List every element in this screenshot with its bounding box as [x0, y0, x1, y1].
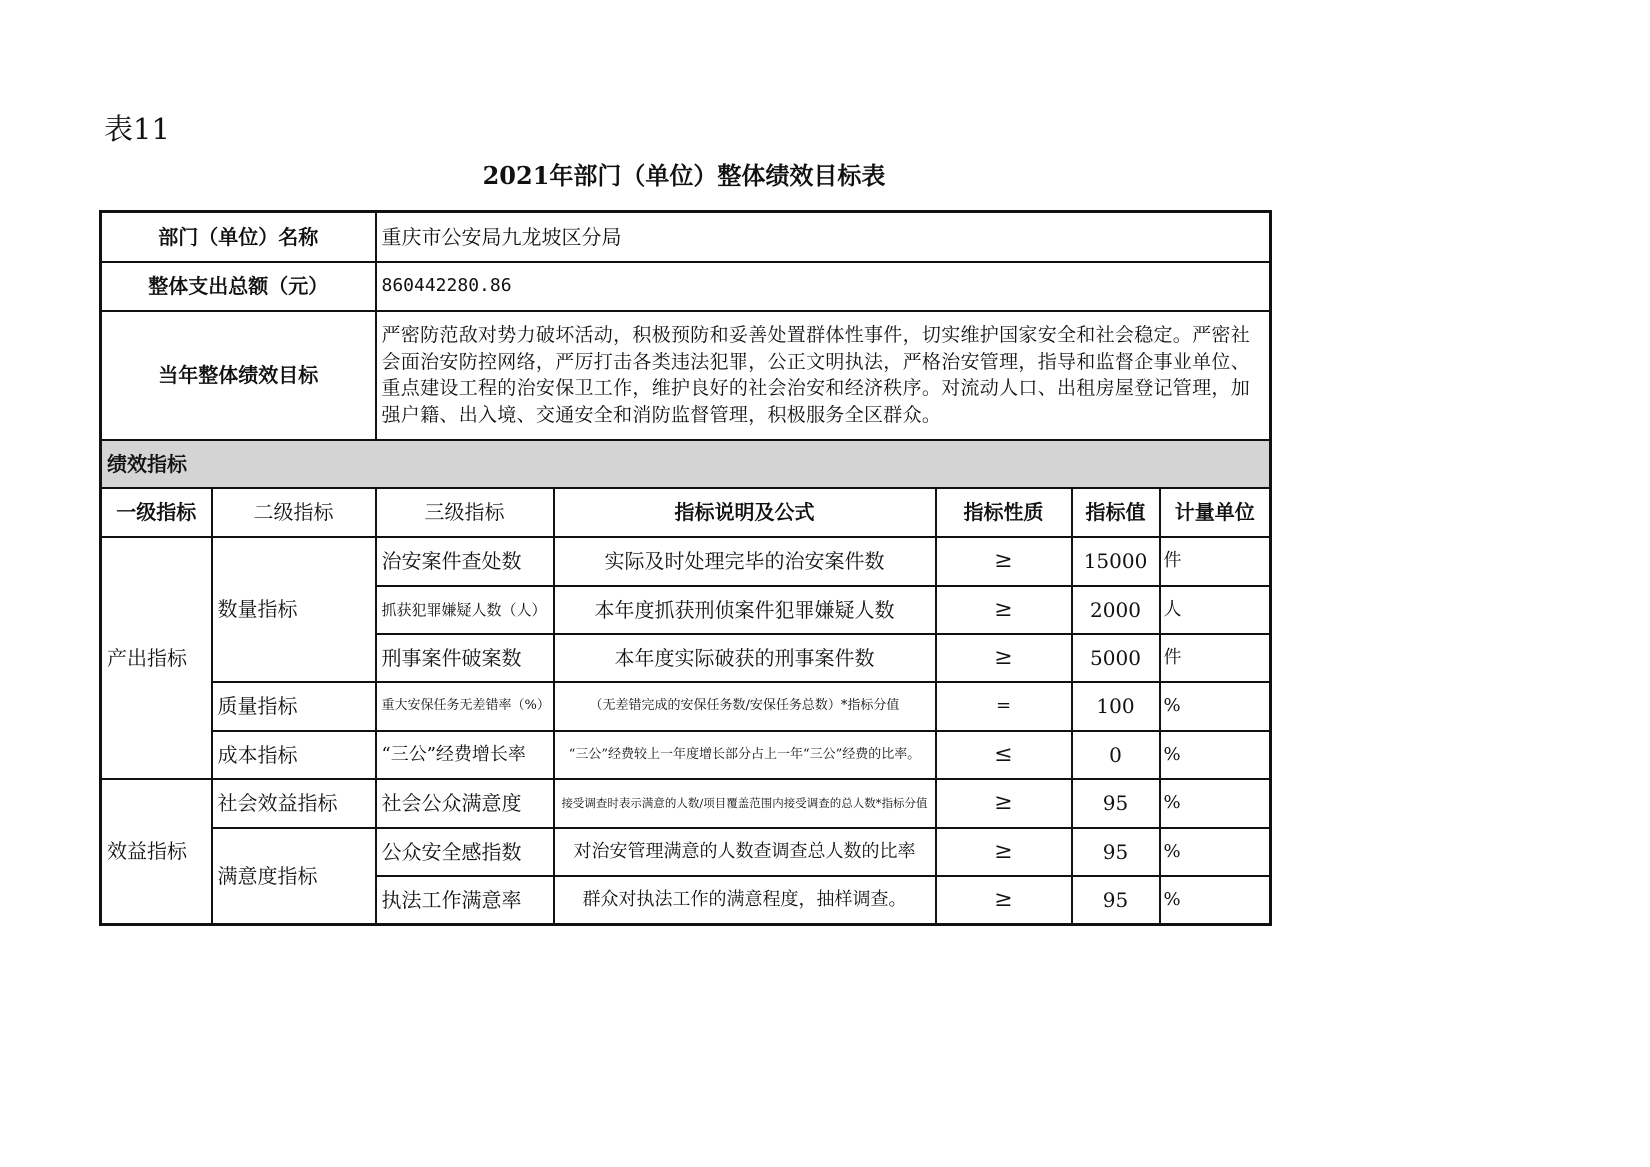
dept-name-value: 重庆市公安局九龙坡区分局 — [376, 212, 1271, 262]
indicator-value: 95 — [1072, 828, 1160, 876]
total-expense-label: 整体支出总额（元） — [101, 262, 376, 311]
indicator-value: 15000 — [1072, 537, 1160, 586]
indicator-description: 接受调查时表示满意的人数/项目覆盖范围内接受调查的总人数*指标分值 — [554, 779, 936, 828]
table-row — [101, 779, 1271, 828]
indicator-name: “三公”经费增长率 — [376, 731, 554, 779]
indicator-operator: ≥ — [936, 876, 1072, 925]
indicator-name: 公众安全感指数 — [376, 828, 554, 876]
indicator-unit: % — [1160, 731, 1271, 779]
indicator-description: 群众对执法工作的满意程度，抽样调查。 — [554, 876, 936, 925]
indicator-unit: % — [1160, 779, 1271, 828]
indicator-description: 本年度实际破获的刑事案件数 — [554, 634, 936, 682]
subgroup-quality: 质量指标 — [212, 682, 376, 731]
column-header-row — [101, 488, 1271, 537]
indicator-unit: 件 — [1160, 537, 1271, 586]
indicator-name: 治安案件查处数 — [376, 537, 554, 586]
group-benefit: 效益指标 — [101, 779, 212, 925]
indicator-value: 95 — [1072, 876, 1160, 925]
dept-name-row — [101, 212, 1271, 262]
indicator-name: 刑事案件破案数 — [376, 634, 554, 682]
group-output: 产出指标 — [101, 537, 212, 779]
indicator-operator: = — [936, 682, 1072, 731]
header-unit: 计量单位 — [1160, 488, 1271, 537]
annual-goal-row — [101, 311, 1271, 440]
indicator-value: 0 — [1072, 731, 1160, 779]
indicator-operator: ≥ — [936, 828, 1072, 876]
indicator-operator: ≥ — [936, 634, 1072, 682]
indicator-unit: % — [1160, 682, 1271, 731]
indicator-description: （无差错完成的安保任务数/安保任务总数）*指标分值 — [554, 682, 936, 731]
table-number-label: 表11 — [104, 112, 170, 146]
header-nature: 指标性质 — [936, 488, 1072, 537]
indicator-description: 本年度抓获刑侦案件犯罪嫌疑人数 — [554, 586, 936, 634]
indicator-unit: 件 — [1160, 634, 1271, 682]
header-level2: 二级指标 — [212, 488, 376, 537]
subgroup-cost: 成本指标 — [212, 731, 376, 779]
annual-goal-label: 当年整体绩效目标 — [101, 311, 376, 440]
indicator-value: 2000 — [1072, 586, 1160, 634]
table-row — [101, 682, 1271, 731]
indicator-unit: % — [1160, 876, 1271, 925]
subgroup-quantity: 数量指标 — [212, 537, 376, 682]
indicator-name: 抓获犯罪嫌疑人数（人） — [376, 586, 554, 634]
indicator-name: 执法工作满意率 — [376, 876, 554, 925]
indicator-operator: ≥ — [936, 537, 1072, 586]
header-description: 指标说明及公式 — [554, 488, 936, 537]
indicator-value: 5000 — [1072, 634, 1160, 682]
indicator-name: 社会公众满意度 — [376, 779, 554, 828]
performance-target-table — [99, 210, 1272, 926]
document-title: 2021年部门（单位）整体绩效目标表 — [482, 161, 886, 190]
indicator-value: 95 — [1072, 779, 1160, 828]
indicator-description: 实际及时处理完毕的治安案件数 — [554, 537, 936, 586]
subgroup-satisfaction: 满意度指标 — [212, 828, 376, 925]
indicator-unit: 人 — [1160, 586, 1271, 634]
indicator-operator: ≥ — [936, 586, 1072, 634]
performance-indicators-section-row — [101, 440, 1271, 488]
header-level1: 一级指标 — [101, 488, 212, 537]
dept-name-label: 部门（单位）名称 — [101, 212, 376, 262]
indicator-operator: ≥ — [936, 779, 1072, 828]
annual-goal-value: 严密防范敌对势力破坏活动，积极预防和妥善处置群体性事件，切实维护国家安全和社会稳定。严密社会面治安防控网络，严厉打击各类违法犯罪，公正文明执法，严格治安管理，指导和监督企事业单位、重点建设工程的治安保卫工作，维护良好的社会治安和经济秩序。对流动人口、出租房屋登记管理，加强户籍、出入境、交通安全和消防监督管理，积极服务全区群众。 — [376, 311, 1271, 440]
table-row — [101, 731, 1271, 779]
total-expense-row — [101, 262, 1271, 311]
table-row — [101, 828, 1271, 876]
indicator-unit: % — [1160, 828, 1271, 876]
header-value: 指标值 — [1072, 488, 1160, 537]
performance-indicators-section-label: 绩效指标 — [101, 440, 1271, 488]
indicator-name: 重大安保任务无差错率（%） — [376, 682, 554, 731]
table-row — [101, 537, 1271, 586]
header-level3: 三级指标 — [376, 488, 554, 537]
indicator-value: 100 — [1072, 682, 1160, 731]
indicator-description: “三公”经费较上一年度增长部分占上一年“三公”经费的比率。 — [554, 731, 936, 779]
subgroup-social: 社会效益指标 — [212, 779, 376, 828]
indicator-description: 对治安管理满意的人数查调查总人数的比率 — [554, 828, 936, 876]
total-expense-value: 860442280.86 — [376, 262, 1271, 311]
indicator-operator: ≤ — [936, 731, 1072, 779]
